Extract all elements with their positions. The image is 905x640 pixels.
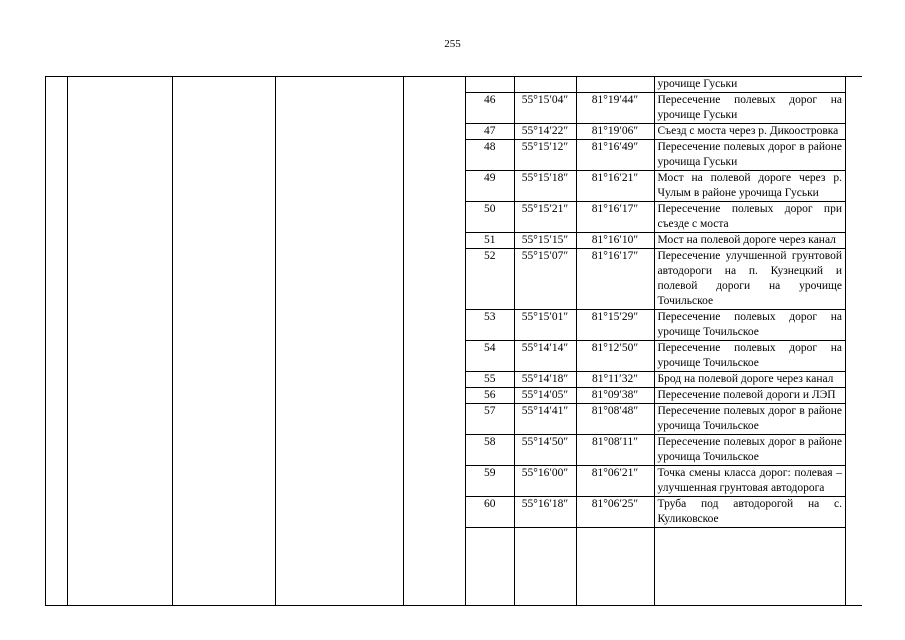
table-row: [466, 341, 845, 372]
points-cell: [466, 77, 846, 606]
empty-column-5: [404, 77, 466, 606]
description-cell: Пересечение полевых дорог в районе урочища Точильское: [654, 404, 845, 435]
latitude-cell: 55°14′14″: [514, 341, 576, 372]
description-cell: урочище Гуськи: [654, 77, 845, 93]
latitude-cell: 55°16′00″: [514, 466, 576, 497]
table-row: [466, 249, 845, 310]
table-row: [466, 497, 845, 528]
description-cell: Мост на полевой дороге через р. Чулым в районе урочища Гуськи: [654, 171, 845, 202]
empty-column-7: [846, 77, 862, 606]
latitude-cell: 55°15′07″: [514, 249, 576, 310]
empty-column-3: [173, 77, 276, 606]
point-number: 47: [466, 124, 514, 140]
description-cell: Пересечение полевых дорог на урочище Точильское: [654, 310, 845, 341]
latitude-cell: 55°14′22″: [514, 124, 576, 140]
latitude-cell: 55°15′15″: [514, 233, 576, 249]
table-row: [466, 171, 845, 202]
empty-column-4: [276, 77, 404, 606]
main-table: [45, 76, 862, 606]
latitude-cell: 55°16′18″: [514, 497, 576, 528]
page-number: 255: [444, 38, 461, 50]
table-row: [466, 124, 845, 140]
description-cell: Пересечение полевых дорог в районе урочища Гуськи: [654, 140, 845, 171]
longitude-cell: 81°15′29″: [576, 310, 654, 341]
table-row: [466, 372, 845, 388]
point-number: 54: [466, 341, 514, 372]
point-number: [466, 77, 514, 93]
longitude-cell: 81°11′32″: [576, 372, 654, 388]
latitude-cell: 55°14′50″: [514, 435, 576, 466]
table-row: [466, 388, 845, 404]
empty-column-1: [46, 77, 68, 606]
longitude-cell: 81°19′06″: [576, 124, 654, 140]
description-cell: Труба под автодорогой на с. Куликовское: [654, 497, 845, 528]
longitude-cell: 81°16′17″: [576, 249, 654, 310]
table-row: [466, 93, 845, 124]
latitude-cell: 55°15′04″: [514, 93, 576, 124]
longitude-cell: 81°09′38″: [576, 388, 654, 404]
point-number: 59: [466, 466, 514, 497]
latitude-cell: 55°15′18″: [514, 171, 576, 202]
point-number: 51: [466, 233, 514, 249]
description-cell: Мост на полевой дороге через канал: [654, 233, 845, 249]
table-row: [466, 202, 845, 233]
description-cell: Пересечение полевых дорог в районе урочища Точильское: [654, 435, 845, 466]
filler-cell: [654, 528, 845, 606]
description-cell: Пересечение улучшенной грунтовой автодороги на п. Кузнецкий и полевой дороги на урочище Точильское: [654, 249, 845, 310]
description-cell: Пересечение полевой дороги и ЛЭП: [654, 388, 845, 404]
table-row: [466, 404, 845, 435]
table-row: [466, 233, 845, 249]
longitude-cell: 81°06′25″: [576, 497, 654, 528]
latitude-cell: 55°14′18″: [514, 372, 576, 388]
table-row: [466, 435, 845, 466]
table-row: [466, 140, 845, 171]
point-number: 55: [466, 372, 514, 388]
latitude-cell: 55°15′12″: [514, 140, 576, 171]
empty-column-2: [68, 77, 173, 606]
description-cell: Пересечение полевых дорог при съезде с моста: [654, 202, 845, 233]
description-cell: Съезд с моста через р. Дикоостровка: [654, 124, 845, 140]
longitude-cell: 81°16′21″: [576, 171, 654, 202]
point-number: 49: [466, 171, 514, 202]
point-number: 50: [466, 202, 514, 233]
latitude-cell: 55°15′01″: [514, 310, 576, 341]
latitude-cell: 55°14′41″: [514, 404, 576, 435]
point-number: 46: [466, 93, 514, 124]
point-number: 48: [466, 140, 514, 171]
table-row: [466, 77, 845, 93]
longitude-cell: 81°06′21″: [576, 466, 654, 497]
point-number: 56: [466, 388, 514, 404]
table-row: [466, 466, 845, 497]
description-cell: Брод на полевой дороге через канал: [654, 372, 845, 388]
longitude-cell: 81°16′17″: [576, 202, 654, 233]
longitude-cell: 81°16′10″: [576, 233, 654, 249]
longitude-cell: 81°08′11″: [576, 435, 654, 466]
point-number: 53: [466, 310, 514, 341]
point-number: 60: [466, 497, 514, 528]
longitude-cell: [576, 77, 654, 93]
longitude-cell: 81°12′50″: [576, 341, 654, 372]
filler-row: [466, 528, 845, 606]
table-row: [466, 310, 845, 341]
point-number: 52: [466, 249, 514, 310]
description-cell: Точка смены класса дорог: полевая – улучшенная грунтовая автодорога: [654, 466, 845, 497]
description-cell: Пересечение полевых дорог на урочище Гуськи: [654, 93, 845, 124]
longitude-cell: 81°19′44″: [576, 93, 654, 124]
filler-cell: [466, 528, 514, 606]
description-cell: Пересечение полевых дорог на урочище Точильское: [654, 341, 845, 372]
filler-cell: [576, 528, 654, 606]
filler-cell: [514, 528, 576, 606]
point-number: 57: [466, 404, 514, 435]
latitude-cell: 55°15′21″: [514, 202, 576, 233]
longitude-cell: 81°08′48″: [576, 404, 654, 435]
latitude-cell: 55°14′05″: [514, 388, 576, 404]
points-table: [466, 77, 845, 605]
latitude-cell: [514, 77, 576, 93]
longitude-cell: 81°16′49″: [576, 140, 654, 171]
point-number: 58: [466, 435, 514, 466]
